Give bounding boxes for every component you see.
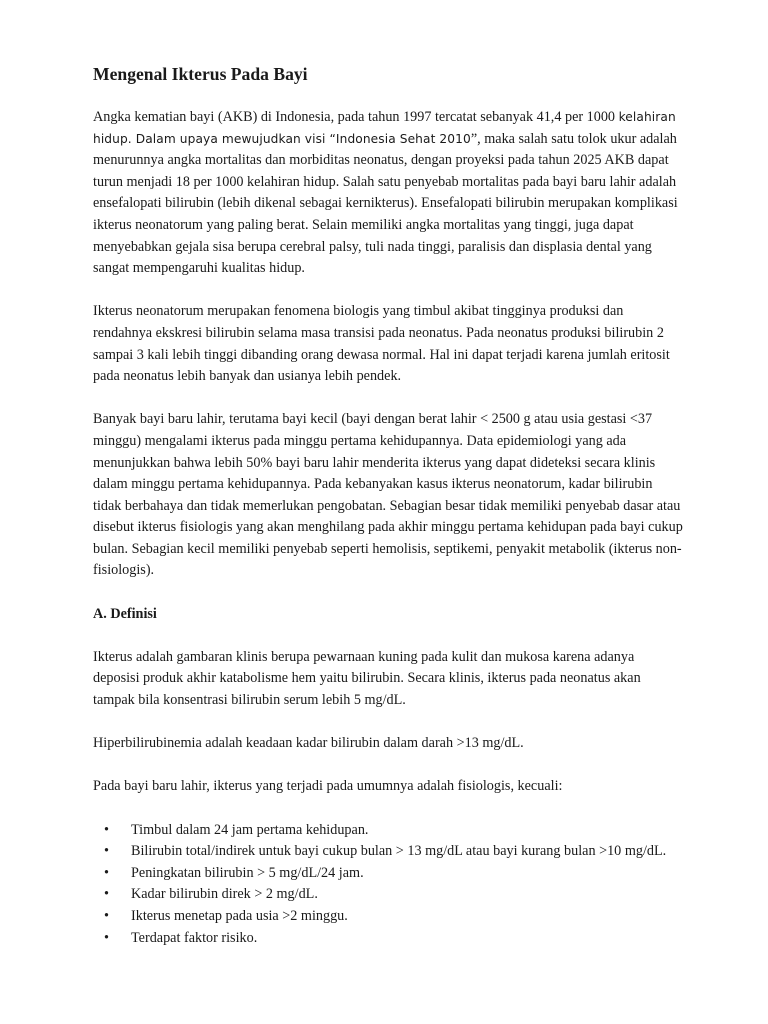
document-page <box>93 62 683 949</box>
intro-paragraph <box>93 107 683 280</box>
intro-text-part3: ”, maka salah satu tolok ukur adalah menurunnya angka mortalitas dan morbiditas neonatus, dengan proyeksi pada tahun 2025 AKB dapat turun menjadi 18 per 1000 kelahiran hidup. Salah satu penyebab mortalitas pada bayi baru lahir adalah ensefalopati bilirubin (lebih dikenal sebagai kernikterus). Ensefalopati bilirubin merupakan komplikasi ikterus neonatorum yang paling berat. Selain memiliki angka mortalitas yang tinggi, juga dapat menyebabkan gejala sisa berupa cerebral palsy, tuli nada tinggi, paralisis dan displasia dental yang sangat mempengaruhi kualitas hidup. <box>93 130 678 277</box>
bullet-icon: • <box>104 907 109 924</box>
exceptions-list <box>93 820 683 950</box>
list-item-text: Ikterus menetap pada usia >2 minggu. <box>131 907 348 924</box>
definition-paragraph: Ikterus adalah gambaran klinis berupa pewarnaan kuning pada kulit dan mukosa karena adanya deposisi produk akhir katabolisme hem yaitu bilirubin. Secara klinis, ikterus pada neonatus akan tampak bila konsentrasi bilirubin serum lebih 5 mg/dL. <box>93 648 641 709</box>
bullet-icon: • <box>104 821 109 838</box>
list-item-text: Kadar bilirubin direk > 2 mg/dL. <box>131 886 318 903</box>
neonatal-jaundice-paragraph: Ikterus neonatorum merupakan fenomena biologis yang timbul akibat tingginya produksi dan rendahnya ekskresi bilirubin selama masa transisi pada neonatus. Pada neonatus produksi bilirubin 2 sampai 3 kali lebih tinggi dibanding orang dewasa normal. Hal ini dapat terjadi karena jumlah eritosit pada neonatus lebih banyak dan usianya lebih pendek. <box>93 303 670 385</box>
list-item-text: Timbul dalam 24 jam pertama kehidupan. <box>131 821 369 838</box>
epidemiology-paragraph: Banyak bayi baru lahir, terutama bayi kecil (bayi dengan berat lahir < 2500 g atau usia gestasi <37 minggu) mengalami ikterus pada minggu pertama kehidupannya. Data epidemiologi yang ada menunjukkan bahwa lebih 50% bayi baru lahir menderita ikterus yang dapat dideteksi secara klinis dalam minggu pertama kehidupannya. Pada kebanyakan kasus ikterus neonatorum, kadar bilirubin tidak berbahaya dan tidak memerlukan pengobatan. Sebagian besar tidak memiliki penyebab dasar atau disebut ikterus fisiologis yang akan menghilang pada akhir minggu pertama kehidupan pada bayi cukup bulan. Sebagian kecil memiliki penyebab seperti hemolisis, septikemi, penyakit metabolik (ikterus non-fisiologis). <box>93 411 683 579</box>
intro-text-part2: kelahiran hidup. Dalam upaya mewujudkan visi “Indonesia Sehat 2010 <box>93 110 676 146</box>
list-item <box>93 906 683 928</box>
bullet-icon: • <box>104 929 109 946</box>
page-title: Mengenal Ikterus Pada Bayi <box>93 64 308 84</box>
list-item-text: Terdapat faktor risiko. <box>131 929 258 946</box>
list-item <box>93 820 683 842</box>
intro-text-part1: Angka kematian bayi (AKB) di Indonesia, pada tahun 1997 tercatat sebanyak 41,4 per 1000 <box>93 109 619 125</box>
exceptions-intro-paragraph: Pada bayi baru lahir, ikterus yang terjadi pada umumnya adalah fisiologis, kecuali: <box>93 778 563 795</box>
bullet-icon: • <box>104 886 109 903</box>
bullet-icon: • <box>104 843 109 860</box>
list-item <box>93 928 683 950</box>
list-item-text: Bilirubin total/indirek untuk bayi cukup bulan > 13 mg/dL atau bayi kurang bulan >10 mg/dL. <box>131 843 667 860</box>
list-item <box>93 884 683 906</box>
list-item <box>93 841 683 863</box>
section-heading-definisi: A. Definisi <box>93 605 157 622</box>
bullet-icon: • <box>104 864 109 881</box>
list-item <box>93 863 683 885</box>
list-item-text: Peningkatan bilirubin > 5 mg/dL/24 jam. <box>131 864 364 881</box>
hyperbilirubinemia-paragraph: Hiperbilirubinemia adalah keadaan kadar bilirubin dalam darah >13 mg/dL. <box>93 735 524 752</box>
